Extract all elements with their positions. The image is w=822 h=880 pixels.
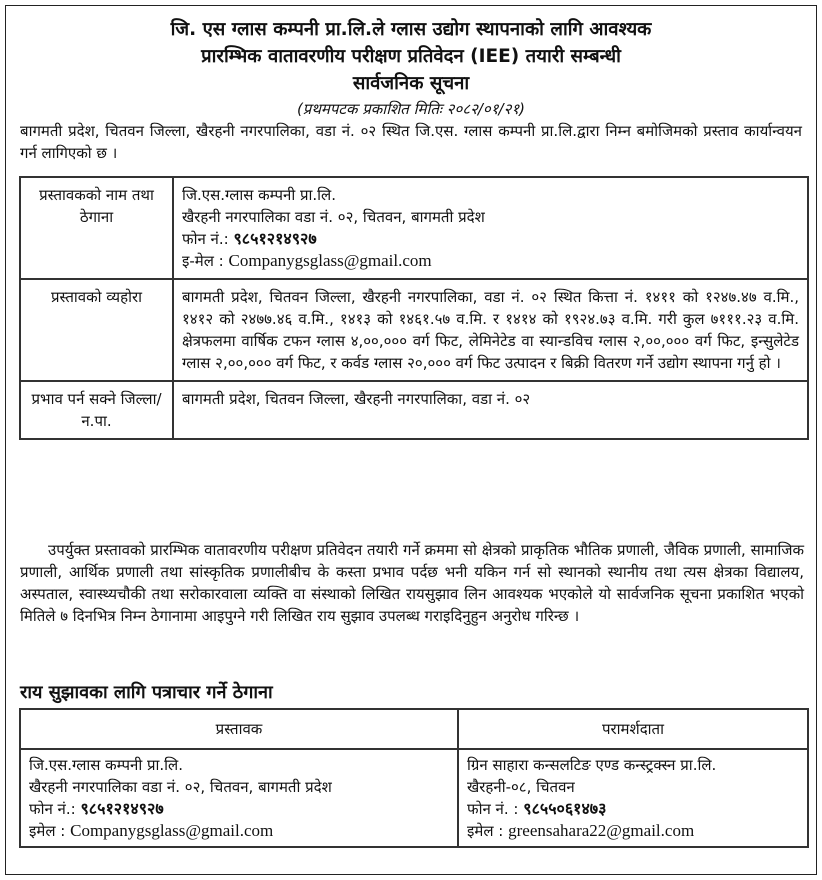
proponent-email: Companygsglass@gmail.com bbox=[228, 251, 432, 270]
consultant-email: greensahara22@gmail.com bbox=[508, 821, 695, 840]
proponent-name: जि.एस.ग्लास कम्पनी प्रा.लि. bbox=[29, 756, 183, 774]
proponent-details bbox=[173, 177, 808, 279]
notice-title bbox=[6, 16, 816, 97]
proponent-name: जि.एस.ग्लास कम्पनी प्रा.लि. bbox=[182, 186, 336, 204]
consultant-phone-line bbox=[467, 798, 799, 820]
col-proponent-header: प्रस्तावक bbox=[20, 709, 458, 749]
proponent-email-line bbox=[182, 250, 799, 272]
table-header-row bbox=[20, 709, 808, 749]
phone-label: फोन नं.: bbox=[29, 800, 76, 818]
body-paragraph: उपर्युक्त प्रस्तावको प्रारम्भिक वातावरणीय परीक्षण प्रतिवेदन तयारी गर्ने क्रममा सो क्षेत्रको प्राकृतिक भौतिक प्रणाली, जैविक प्रणाली, सामाजिक प्रणाली, आर्थिक प्रणाली तथा सांस्कृतिक प्रणालीबीच के कस्ता प्रभाव पर्दछ भनी यकिन गर्न सो स्थानको स्थानीय तथा त्यस क्षेत्रका विद्यालय, अस्पताल, स्वास्थ्यचौकी तथा सरोकारवाला व्यक्ति वा संस्थाको लिखित रायसुझाव लिन आवश्यक भएकोले यो सार्वजनिक सूचना प्रकाशित भएको मितिले ७ दिनभित्र निम्न ठेगानामा आइपुग्ने गरी लिखित राय सुझाव उपलब्ध गराइदिनुहुन अनुरोध गरिन्छ । bbox=[20, 541, 804, 625]
proposal-info-table bbox=[19, 176, 809, 440]
table-row bbox=[20, 177, 808, 279]
consultant-phone: ९८५५०६१४७३ bbox=[523, 799, 607, 818]
proponent-phone: ९८५१२१४९२७ bbox=[233, 229, 317, 248]
proponent-label: प्रस्तावकको नाम तथा ठेगाना bbox=[20, 177, 173, 279]
affected-area: बागमती प्रदेश, चितवन जिल्ला, खैरहनी नगरपालिका, वडा नं. ०२ bbox=[173, 381, 808, 439]
phone-label: फोन नं.: bbox=[182, 230, 229, 248]
proponent-email: Companygsglass@gmail.com bbox=[70, 821, 274, 840]
consultant-email-line bbox=[467, 820, 799, 842]
proposal-label: प्रस्तावको व्यहोरा bbox=[20, 279, 173, 381]
affected-area-label: प्रभाव पर्न सक्ने जिल्ला/ न.पा. bbox=[20, 381, 173, 439]
proponent-phone-line bbox=[29, 798, 449, 820]
publish-date: (प्रथमपटक प्रकाशित मितिः २०८२/०१/२१) bbox=[296, 100, 526, 118]
proposal-description: बागमती प्रदेश, चितवन जिल्ला, खैरहनी नगरपालिका, वडा नं. ०२ स्थित कित्ता नं. १४११ को १२४७.४७ व.मि., १४१२ को २४७७.४६ व.मि., १४१३ को १४६१.५७ व.मि. र १४१४ को १९२४.७३ व.मि. गरी कुल ७१११.२३ व.मि. क्षेत्रफलमा वार्षिक टफन ग्लास ४,००,००० वर्ग फिट, लेमिनेटेड वा स्यान्डविच ग्लास २,००,००० वर्ग फिट, इन्सुलेटेड ग्लास २,००,००० वर्ग फिट, र कर्वड ग्लास २०,००० वर्ग फिट उत्पादन र बिक्री वितरण गर्ने उद्योग स्थापना गर्नु हो । bbox=[173, 279, 808, 381]
proponent-address: खैरहनी नगरपालिका वडा नं. ०२, चितवन, बागमती प्रदेश bbox=[182, 208, 485, 226]
title-line-3: सार्वजनिक सूचना bbox=[352, 73, 470, 94]
title-line-2: प्रारम्भिक वातावरणीय परीक्षण प्रतिवेदन (IEE) तयारी सम्बन्धी bbox=[201, 46, 621, 67]
table-row bbox=[20, 749, 808, 847]
correspondence-table bbox=[19, 708, 809, 848]
table-row bbox=[20, 279, 808, 381]
proponent-phone: ९८५१२१४९२७ bbox=[80, 799, 164, 818]
proponent-contact bbox=[20, 749, 458, 847]
proponent-address: खैरहनी नगरपालिका वडा नं. ०२, चितवन, बागमती प्रदेश bbox=[29, 778, 332, 796]
notice-frame bbox=[5, 5, 817, 875]
email-label: इमेल : bbox=[29, 822, 66, 840]
table-row bbox=[20, 381, 808, 439]
consultant-address: खैरहनी-०८, चितवन bbox=[467, 778, 575, 796]
email-label: इ-मेल : bbox=[182, 252, 224, 270]
proponent-email-line bbox=[29, 820, 449, 842]
phone-label: फोन नं. : bbox=[467, 800, 519, 818]
address-heading: राय सुझावका लागि पत्राचार गर्ने ठेगाना bbox=[20, 682, 273, 703]
consultant-contact bbox=[458, 749, 808, 847]
consultant-name: ग्रिन साहारा कन्सलटिङ एण्ड कन्स्ट्रक्स्न प्रा.लि. bbox=[467, 756, 717, 774]
col-consultant-header: परामर्शदाता bbox=[458, 709, 808, 749]
email-label: इमेल : bbox=[467, 822, 504, 840]
proponent-phone-line bbox=[182, 228, 799, 250]
title-line-1: जि. एस ग्लास कम्पनी प्रा.लि.ले ग्लास उद्योग स्थापनाको लागि आवश्यक bbox=[170, 19, 652, 40]
intro-paragraph: बागमती प्रदेश, चितवन जिल्ला, खैरहनी नगरपालिका, वडा नं. ०२ स्थित जि.एस. ग्लास कम्पनी प्रा.लि.द्वारा निम्न बमोजिमको प्रस्ताव कार्यान्वयन गर्न लागिएको छ । bbox=[20, 122, 803, 162]
